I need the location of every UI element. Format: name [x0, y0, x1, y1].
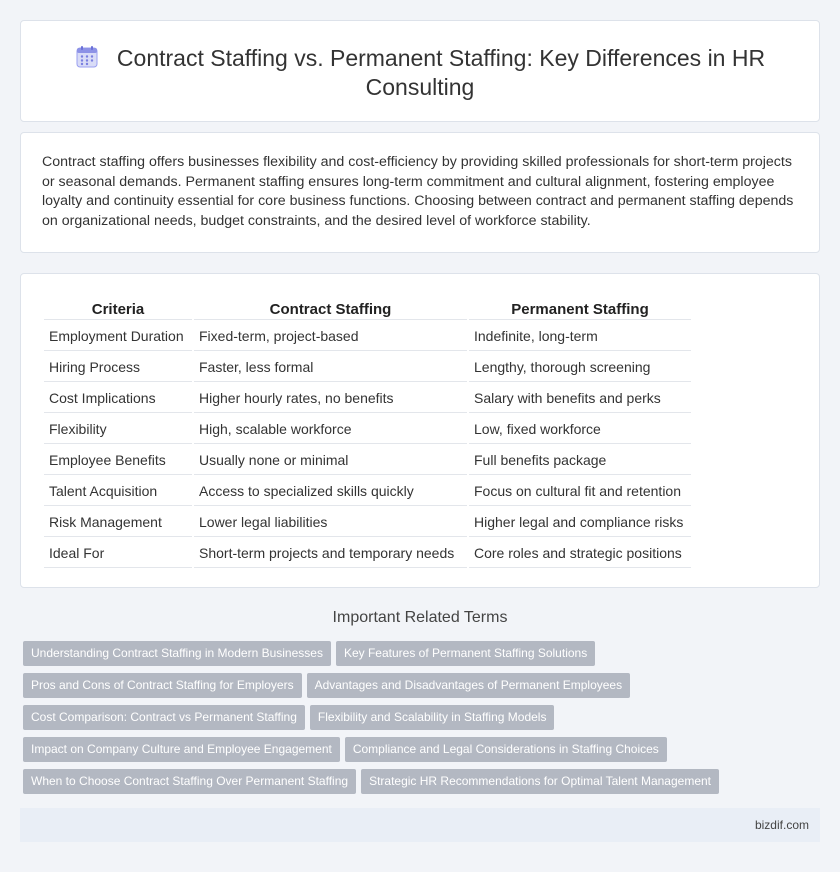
- table-row: [44, 384, 691, 413]
- table-row: [44, 477, 691, 506]
- permanent-cell: Low, fixed workforce: [469, 415, 691, 444]
- table-row: [44, 508, 691, 537]
- related-term-link[interactable]: Advantages and Disadvantages of Permanent Employees: [307, 673, 631, 698]
- related-term-link[interactable]: Impact on Company Culture and Employee Engagement: [23, 737, 340, 762]
- page-title: [61, 44, 779, 102]
- permanent-cell: Focus on cultural fit and retention: [469, 477, 691, 506]
- footer-site-link[interactable]: bizdif.com: [754, 818, 809, 832]
- header-contract-staffing: Contract Staffing: [194, 296, 467, 320]
- criteria-cell: Talent Acquisition: [44, 477, 192, 506]
- permanent-cell: Core roles and strategic positions: [469, 539, 691, 568]
- related-term-link[interactable]: Flexibility and Scalability in Staffing Models: [310, 705, 555, 730]
- table-row: [44, 539, 691, 568]
- calendar-icon: [75, 45, 99, 69]
- related-term-link[interactable]: Cost Comparison: Contract vs Permanent Staffing: [23, 705, 305, 730]
- contract-cell: Short-term projects and temporary needs: [194, 539, 467, 568]
- intro-paragraph: Contract staffing offers businesses flexibility and cost-efficiency by providing skilled professionals for short-term projects or seasonal demands. Permanent staffing ensures long-term commitment and cultural alignment, fostering employee loyalty and continuity essential for core business functions. Choosing between contract and permanent staffing depends on organizational needs, budget constraints, and the desired level of workforce stability.: [42, 154, 794, 229]
- footer: [20, 808, 820, 842]
- related-term-link[interactable]: Understanding Contract Staffing in Modern Businesses: [23, 641, 331, 666]
- contract-cell: Access to specialized skills quickly: [194, 477, 467, 506]
- table-row: [44, 446, 691, 475]
- contract-cell: Lower legal liabilities: [194, 508, 467, 537]
- criteria-cell: Employee Benefits: [44, 446, 192, 475]
- header-criteria: Criteria: [44, 296, 192, 320]
- permanent-cell: Lengthy, thorough screening: [469, 353, 691, 382]
- page-title-text: Contract Staffing vs. Permanent Staffing: Key Differences in HR Consulting: [116, 45, 766, 100]
- criteria-cell: Cost Implications: [44, 384, 192, 413]
- table-header-row: [44, 296, 691, 320]
- related-term-link[interactable]: When to Choose Contract Staffing Over Permanent Staffing: [23, 769, 356, 794]
- contract-cell: Faster, less formal: [194, 353, 467, 382]
- criteria-cell: Employment Duration: [44, 322, 192, 351]
- table-row: [44, 415, 691, 444]
- criteria-cell: Hiring Process: [44, 353, 192, 382]
- header-permanent-staffing: Permanent Staffing: [469, 296, 691, 320]
- permanent-cell: Full benefits package: [469, 446, 691, 475]
- comparison-table: [42, 294, 693, 570]
- contract-cell: Higher hourly rates, no benefits: [194, 384, 467, 413]
- permanent-cell: Indefinite, long-term: [469, 322, 691, 351]
- criteria-cell: Flexibility: [44, 415, 192, 444]
- contract-cell: High, scalable workforce: [194, 415, 467, 444]
- related-terms-heading: Important Related Terms: [332, 609, 508, 626]
- related-term-link[interactable]: Strategic HR Recommendations for Optimal Talent Management: [361, 769, 719, 794]
- related-term-link[interactable]: Compliance and Legal Considerations in Staffing Choices: [345, 737, 667, 762]
- permanent-cell: Higher legal and compliance risks: [469, 508, 691, 537]
- permanent-cell: Salary with benefits and perks: [469, 384, 691, 413]
- table-row: [44, 353, 691, 382]
- title-card: [20, 20, 820, 122]
- criteria-cell: Ideal For: [44, 539, 192, 568]
- related-terms-list: [23, 641, 823, 801]
- criteria-cell: Risk Management: [44, 508, 192, 537]
- contract-cell: Usually none or minimal: [194, 446, 467, 475]
- contract-cell: Fixed-term, project-based: [194, 322, 467, 351]
- related-term-link[interactable]: Key Features of Permanent Staffing Solutions: [336, 641, 595, 666]
- related-term-link[interactable]: Pros and Cons of Contract Staffing for Employers: [23, 673, 302, 698]
- intro-card: [20, 132, 820, 253]
- table-row: [44, 322, 691, 351]
- comparison-table-card: [20, 273, 820, 588]
